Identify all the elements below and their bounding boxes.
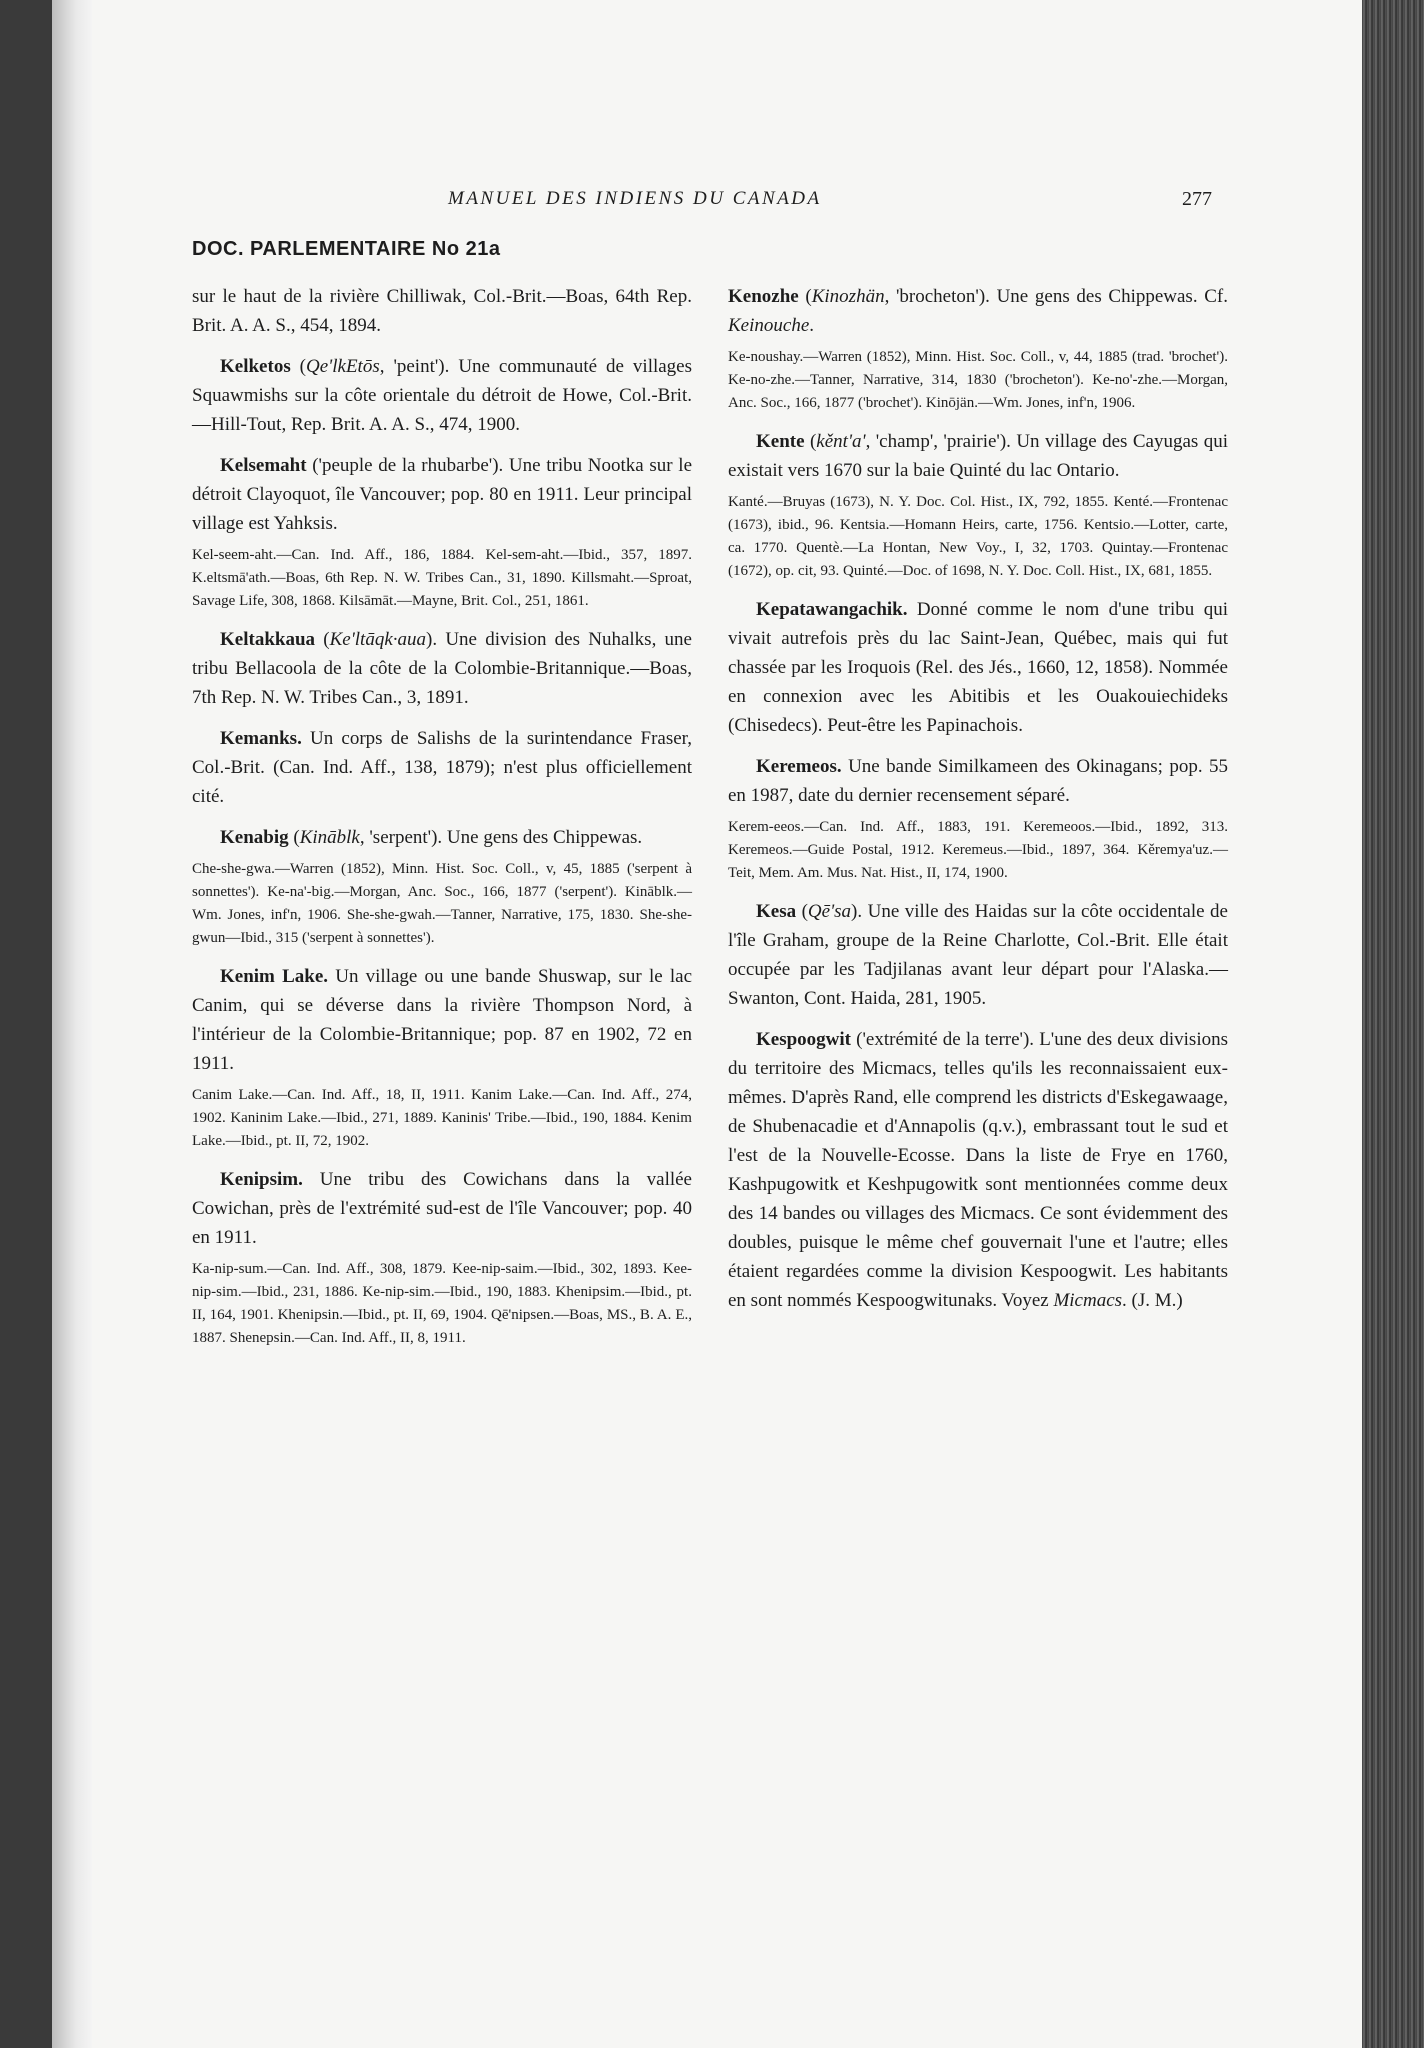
entry-text: sur le haut de la rivière Chilliwak, Col.-Brit.—Boas, 64th Rep. Brit. A. A. S., 454, 1894. <box>192 286 692 336</box>
entry-text: , 'champ', 'prairie'). Un village des Cayugas qui existait vers 1670 sur la baie Quinté du lac Ontario. <box>728 431 1228 481</box>
headword: Kesa <box>756 901 797 922</box>
headword: Kel-seem-aht. <box>192 547 277 563</box>
headword: K.eltsmā'ath. <box>192 570 271 586</box>
entry-text: ('extrémité de la terre'). L'une des deux divisions du territoire des Micmacs, telles qu'ils les reconnaissaient eux-mêmes. D'après Rand, elle comprend les districts d'Eskegawaage, de Shubenacadie et d'Annapolis (q.v.), embrassant tout le sud et l'est de la Nouvelle-Ecosse. Dans la liste de Frye en 1760, Kashpugowitk et Keshpugowitk sont mentionnées comme deux des 14 bandes ou villages des Micmacs. Ce sont évidemment des doubles, puisque le même chef gouvernait l'une et l'autre; elles étaient regardées comme la division Kespoogwit. Les habitants en sont nommés Kespoogwitunaks. Voyez <box>728 1029 1228 1311</box>
headword: Kente <box>756 431 805 452</box>
synonymy-block <box>192 1258 692 1350</box>
entry-text: Un corps de Salishs de la surintendance Fraser, Col.-Brit. (Can. Ind. Aff., 138, 1879); n'est plus officiellement cité. <box>192 728 692 807</box>
entry-text: —Ibid., 190, 1883. <box>434 1284 556 1300</box>
entry-paragraph <box>192 625 692 712</box>
headword: Kee-nip-sim. <box>192 1261 692 1300</box>
entry-text: , 'peint'). Une communauté de villages Squawmishs sur la côte orientale du détroit de Howe, Col.-Brit.—Hill-Tout, Rep. Brit. A. A. S., 474, 1900. <box>192 356 693 435</box>
entry-paragraph <box>728 282 1228 340</box>
entry-text: (J. M.) <box>1131 1290 1183 1311</box>
headword: Khenipsin. <box>277 1307 343 1323</box>
entry-text: —Ibid., pt. II, 72, 1902. <box>225 1133 370 1149</box>
entry-text: —Wm. Jones, inf'n, 1906. <box>977 395 1136 411</box>
headword: Keremeos. <box>756 756 842 777</box>
headword: Shenepsin. <box>229 1330 295 1346</box>
entry-text: —Ibid., 231, 1886. <box>241 1284 363 1300</box>
synonymy-block <box>192 544 692 613</box>
document-label: DOC. PARLEMENTAIRE No 21a <box>192 238 501 260</box>
headword: Kee-nip-saim. <box>452 1261 538 1277</box>
entry-paragraph <box>728 752 1228 810</box>
entry-paragraph <box>728 1025 1228 1315</box>
headword: Keremeos. <box>728 842 793 858</box>
headword: Qē'nipsen. <box>491 1307 555 1323</box>
entry-paragraph <box>192 724 692 811</box>
headword: Kenabig <box>220 827 289 848</box>
scan-margin <box>0 0 52 2048</box>
native-term: Qē'sa <box>807 901 852 922</box>
entry-text: . <box>809 315 815 336</box>
entry-text: —Tanner, Narrative, 314, 1830 ('brocheton'). <box>795 372 1093 388</box>
entry-text: —Teit, Mem. Am. Mus. Nat. Hist., II, 174, 1900. <box>728 842 1228 881</box>
native-term: Ke'ltāqk·aua <box>329 629 427 650</box>
headword: Ka-nip-sum. <box>192 1261 268 1277</box>
running-title: MANUEL DES INDIENS DU CANADA <box>448 188 822 209</box>
entry-text: ). Une division des Nuhalks, une tribu Bellacoola de la côte de la Colombie-Britannique.—Boas, 7th Rep. N. W. Tribes Can., 3, 1891. <box>192 629 692 708</box>
left-column <box>192 282 692 1350</box>
native-term: kěnt'a' <box>816 431 866 452</box>
entry-text: Donné comme le nom d'une tribu qui vivait autrefois près du lac Saint-Jean, Québec, mais qui fut chassée par les Iroquois (Rel. des Jés., 1660, 12, 1858). Nommée en connexion avec les Abitibis et les Ouakouiechideks (Chisedecs). Peut-être les Papinachois. <box>728 599 1228 736</box>
entry-text: Un village ou une bande Shuswap, sur le lac Canim, qui se déverse dans la rivière Thompson Nord, à l'intérieur de la Colombie-Britannique; pop. 87 en 1902, 72 en 1911. <box>192 966 692 1074</box>
entry-text: ( <box>798 286 812 307</box>
headword: Kanim Lake. <box>471 1087 553 1103</box>
entry-text: —Can. Ind. Aff., 18, II, 1911. <box>272 1087 472 1103</box>
entry-text: —Can. Ind. Aff., 308, 1879. <box>267 1261 453 1277</box>
headword: Killsmaht. <box>571 570 635 586</box>
headword: Kelketos <box>220 356 291 377</box>
entry-paragraph <box>192 352 692 439</box>
headword: Kěremya'uz. <box>1137 842 1213 858</box>
headword: Kemanks. <box>220 728 302 749</box>
page-number: 277 <box>1182 188 1212 210</box>
entry-text: —Warren (1852), Minn. Hist. Soc. Coll., v, 44, 1885 (trad. 'brochet'). <box>803 349 1228 365</box>
entry-paragraph <box>192 282 692 340</box>
entry-text: ( <box>288 827 300 848</box>
headword: Kentsia. <box>839 517 890 533</box>
entry-text: —Guide Postal, 1912. <box>792 842 943 858</box>
entry-text: —Tanner, Narrative, 175, 1830. <box>435 907 640 923</box>
entry-text: —Ibid., 302, 1893. <box>537 1261 663 1277</box>
facing-page-edge <box>52 0 92 2048</box>
entry-text: ( <box>796 901 808 922</box>
native-term: Micmacs <box>1053 1290 1123 1311</box>
headword: Quinté. <box>842 563 888 579</box>
headword: Ke-no-zhe. <box>728 372 796 388</box>
headword: Kināblk. <box>624 884 677 900</box>
entry-text: —Boas, MS., B. A. E., 1887. <box>192 1307 692 1346</box>
entry-text: . <box>1122 1290 1132 1311</box>
entry-text: —Can. Ind. Aff., II, 8, 1911. <box>294 1330 466 1346</box>
headword: Keremeoos. <box>1023 819 1096 835</box>
headword: Kenozhe <box>728 286 799 307</box>
headword: Quintay. <box>1101 540 1154 556</box>
entry-text: —Ibid., 271, 1889. <box>321 1110 442 1126</box>
entry-text: —Morgan, Anc. Soc., 166, 1877 ('serpent'). <box>334 884 625 900</box>
entry-text: —Mayne, Brit. Col., 251, 1861. <box>396 593 589 609</box>
entry-paragraph <box>728 595 1228 740</box>
entry-text: —Ibid., 315 ('serpent à sonnettes'). <box>225 930 435 946</box>
entry-text: , 'brocheton'). Une gens des Chippewas. Cf. <box>884 286 1228 307</box>
headword: Canim Lake. <box>192 1087 273 1103</box>
entry-text: —La Hontan, New Voy., I, 32, 1703. <box>843 540 1102 556</box>
entry-paragraph <box>192 1165 692 1252</box>
entry-text: —Wm. Jones, inf'n, 1906. <box>192 884 692 923</box>
entry-text: —Frontenac (1673), ibid., 96. <box>728 494 1228 533</box>
headword: Kenté. <box>1113 494 1154 510</box>
entry-text: —Frontenac (1672), op. cit, 93. <box>728 540 1228 579</box>
entry-text: —Morgan, Anc. Soc., 166, 1877 ('brochet'). <box>728 372 1228 411</box>
synonymy-block <box>192 858 692 950</box>
native-term: Kināblk <box>299 827 360 848</box>
entry-text: —Can. Ind. Aff., 186, 1884. <box>276 547 486 563</box>
headword: Kilsāmāt. <box>339 593 397 609</box>
entry-text: —Homann Heirs, carte, 1756. <box>889 517 1084 533</box>
headword: Khenipsim. <box>555 1284 626 1300</box>
entry-text: ( <box>315 629 330 650</box>
entry-text: —Can. Ind. Aff., 274, 1902. <box>192 1087 692 1126</box>
synonymy-block <box>728 491 1228 583</box>
entry-text: —Sproat, Savage Life, 308, 1868. <box>192 570 692 609</box>
entry-text: ( <box>804 431 817 452</box>
entry-text: —Bruyas (1673), N. Y. Doc. Col. Hist., IX, 792, 1855. <box>767 494 1114 510</box>
entry-paragraph <box>192 962 692 1078</box>
headword: Ke-nip-sim. <box>362 1284 435 1300</box>
entry-paragraph <box>728 427 1228 485</box>
entry-text: —Ibid., 190, 1884. <box>530 1110 652 1126</box>
headword: Kespoogwit <box>756 1029 851 1050</box>
right-column <box>728 282 1228 1315</box>
native-term: Qe'lkEtōs <box>306 356 380 377</box>
entry-text: —Warren (1852), Minn. Hist. Soc. Coll., v, 45, 1885 ('serpent à sonnettes'). <box>192 861 692 900</box>
headword: Kenim Lake. <box>192 1110 692 1149</box>
headword: Kinōjän. <box>925 395 978 411</box>
headword: Kaninim Lake. <box>230 1110 322 1126</box>
entry-text: —Ibid., pt. II, 69, 1904. <box>342 1307 492 1323</box>
entry-text: ('peuple de la rhubarbe'). Une tribu Nootka sur le détroit Clayoquot, île Vancouver; pop. 80 en 1911. Leur principal village est Yahksis. <box>192 455 692 534</box>
headword: Kenim Lake. <box>220 966 329 987</box>
synonymy-block <box>728 816 1228 885</box>
entry-text: —Can. Ind. Aff., 1883, 191. <box>804 819 1024 835</box>
entry-paragraph <box>192 451 692 538</box>
headword: Kel-sem-aht. <box>485 547 564 563</box>
entry-text: —Doc. of 1698, N. Y. Doc. Coll. Hist., IX, 681, 1855. <box>887 563 1213 579</box>
page-header <box>378 188 1212 218</box>
headword: Ke-no'-zhe. <box>1092 372 1163 388</box>
entry-text: Une tribu des Cowichans dans la vallée Cowichan, près de l'extrémité sud-est de l'île Vancouver; pop. 40 en 1911. <box>192 1169 692 1248</box>
headword: Kepatawangachik. <box>756 599 908 620</box>
synonymy-block <box>192 1084 692 1153</box>
entry-text: —Ibid., 1897, 364. <box>1006 842 1138 858</box>
headword: Kaninis' Tribe. <box>441 1110 531 1126</box>
entry-text: , 'serpent'). Une gens des Chippewas. <box>359 827 643 848</box>
entry-text: —Boas, 6th Rep. N. W. Tribes Can., 31, 1890. <box>270 570 572 586</box>
headword: Ke-noushay. <box>728 349 804 365</box>
headword: Che-she-gwa. <box>192 861 275 877</box>
entry-text: —Ibid., pt. II, 164, 1901. <box>192 1284 692 1323</box>
headword: She-she-gwah. <box>346 907 436 923</box>
headword: Kerem-eeos. <box>728 819 805 835</box>
headword: Ke-na'-big. <box>267 884 335 900</box>
entry-text: —Ibid., 357, 1897. <box>563 547 692 563</box>
native-term: Kinozhän <box>811 286 885 307</box>
entry-paragraph <box>192 823 692 852</box>
headword: Kentsio. <box>1083 517 1135 533</box>
headword: She-she-gwun <box>192 907 692 946</box>
entry-text: ( <box>290 356 307 377</box>
entry-text: —Lotter, carte, ca. 1770. <box>728 517 1229 556</box>
entry-text: Une bande Similkameen des Okinagans; pop. 55 en 1987, date du dernier recensement séparé. <box>728 756 1228 806</box>
headword: Quentè. <box>796 540 844 556</box>
headword: Keltakkaua <box>220 629 316 650</box>
book-spine <box>1362 0 1424 2048</box>
entry-text: ). Une ville des Haidas sur la côte occidentale de l'île Graham, groupe de la Reine Charlotte, Col.-Brit. Elle était occupée par les Tadjilanas avant leur départ pour l'Alaska.—Swanton, Cont. Haida, 281, 1905. <box>728 901 1228 1009</box>
entry-paragraph <box>728 897 1228 1013</box>
entry-text: —Ibid., 1892, 313. <box>1095 819 1228 835</box>
headword: Kelsemaht <box>220 455 307 476</box>
headword: Kenipsim. <box>220 1169 303 1190</box>
native-term: Keinouche <box>728 315 810 336</box>
headword: Keremeus. <box>942 842 1007 858</box>
headword: Kanté. <box>728 494 768 510</box>
synonymy-block <box>728 346 1228 415</box>
